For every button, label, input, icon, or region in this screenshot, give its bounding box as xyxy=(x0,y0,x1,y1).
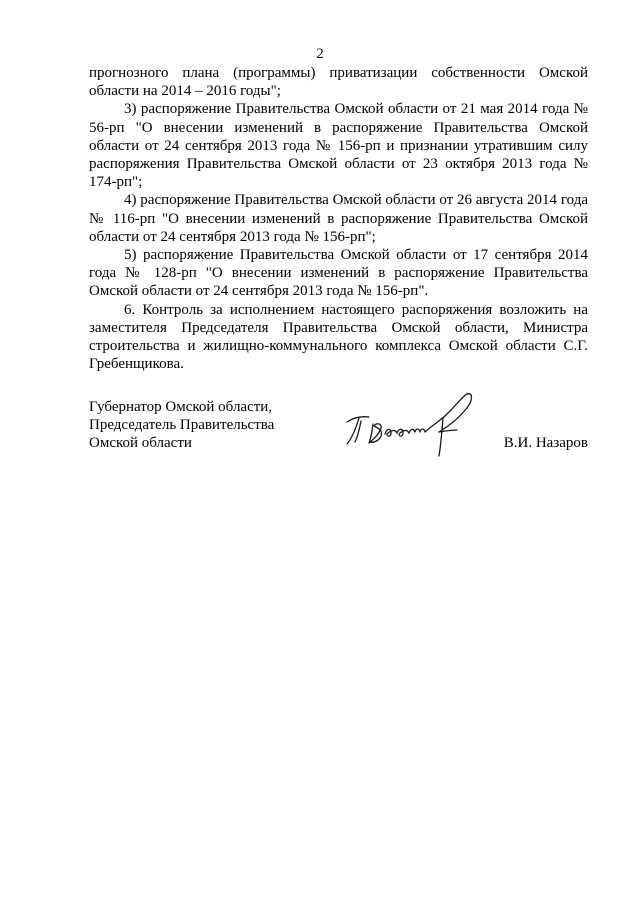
signer-name: В.И. Назаров xyxy=(503,435,588,451)
paragraph-item-3: 3) распоряжение Правительства Омской области от 21 мая 2014 года № 56-рп "О внесении изменений в распоряжение Правительства Омской области от 24 сентября 2013 года № 156-рп и признании утратившим силу распоряжения Правительства Омской области от 23 октября 2013 года № 174-рп"; xyxy=(89,101,588,191)
signer-title-line: Губернатор Омской области, xyxy=(89,399,273,415)
signature-block xyxy=(89,398,588,468)
signer-title-line: Омской области xyxy=(89,435,192,452)
paragraph-item-5: 5) распоряжение Правительства Омской области от 17 сентября 2014 года № 128-рп "О внесении изменений в распоряжение Правительства Омской области от 24 сентября 2013 года № 156-рп". xyxy=(89,247,588,300)
document-body xyxy=(89,64,588,373)
paragraph-item-4: 4) распоряжение Правительства Омской области от 26 августа 2014 года № 116-рп "О внесении изменений в распоряжение Правительства Омской области от 24 сентября 2013 года № 156-рп"; xyxy=(89,192,588,245)
paragraph-continuation: прогнозного плана (программы) приватизации собственности Омской области на 2014 – 2016 годы"; xyxy=(89,65,588,100)
handwritten-signature xyxy=(339,388,499,466)
signer-title-line: Председатель Правительства xyxy=(89,417,275,434)
paragraph-item-6: 6. Контроль за исполнением настоящего распоряжения возложить на заместителя Председателя Правительства Омской области, Министра строительства и жилищно-коммунального комплекса Омской области С.Г. Гребенщикова. xyxy=(89,301,588,373)
signer-title xyxy=(89,398,309,453)
page-number: 2 xyxy=(316,46,324,62)
